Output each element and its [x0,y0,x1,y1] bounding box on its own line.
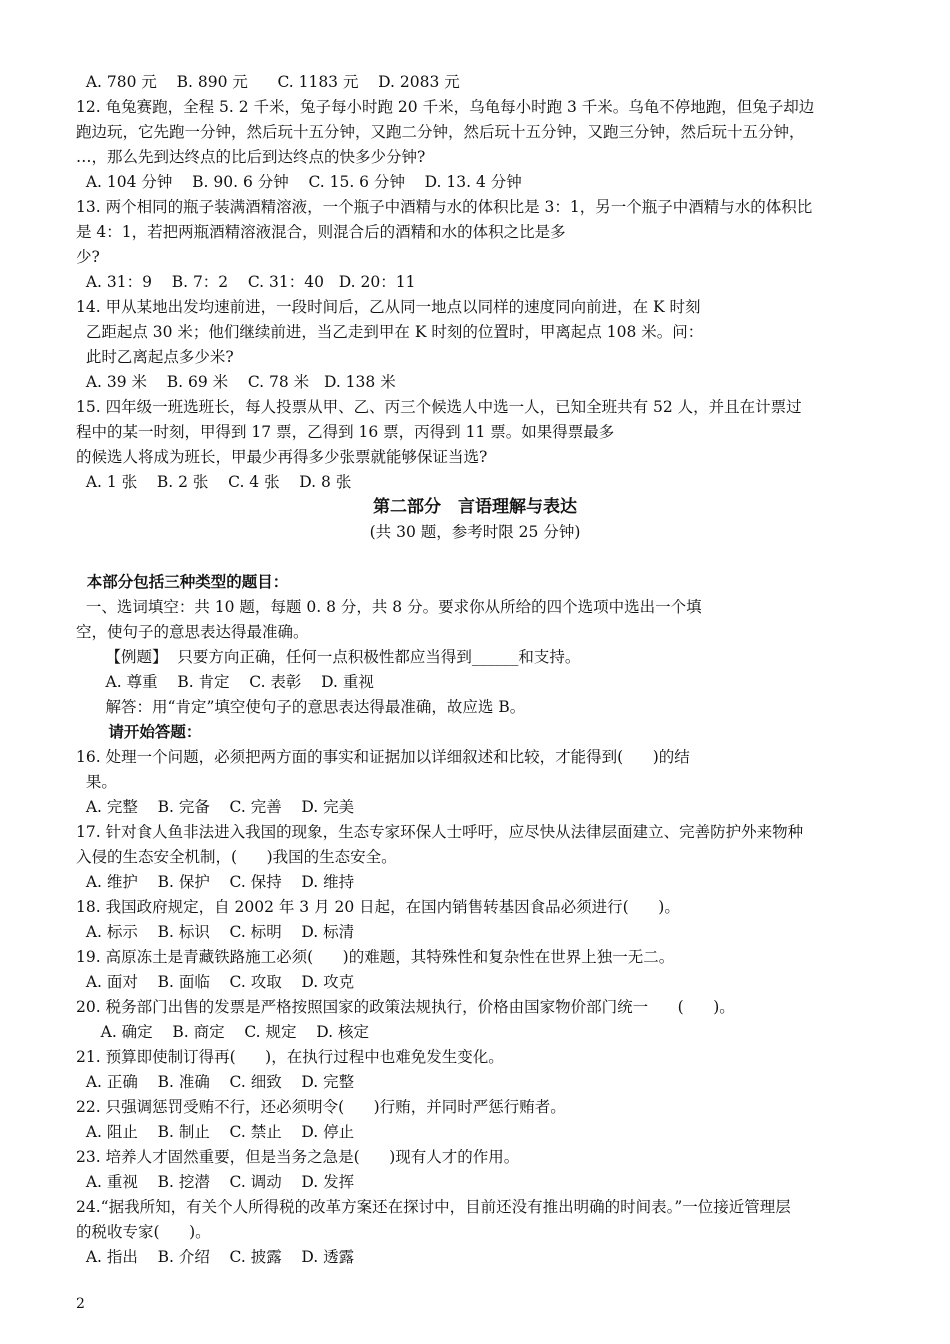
q19-text: 19. 高原冻土是青藏铁路施工必须( )的难题，其特殊性和复杂性在世界上独一无二。 [76,948,675,966]
q24-text-line-1: 24.“据我所知，有关个人所得税的改革方案还在探讨中，目前还没有推出明确的时间表。”一位接近管理层 [76,1198,791,1216]
page-number: 2 [76,1296,85,1312]
q13-text-line-1: 13. 两个相同的瓶子装满酒精溶液，一个瓶子中酒精与水的体积比是 3：1，另一个瓶子中酒精与水的体积比 [76,198,813,216]
q17-text-line-1: 17. 针对食人鱼非法进入我国的现象，生态专家环保人士呼吁，应尽快从法律层面建立、完善防护外来物种 [76,823,804,841]
q14-text-line-3: 此时乙离起点多少米? [76,348,234,366]
q23-options: A. 重视 B. 挖潜 C. 调动 D. 发挥 [76,1173,355,1191]
q13-text-line-3: 少? [76,248,100,266]
q12-text-line-3: …，那么先到达终点的比后到达终点的快多少分钟? [76,148,426,166]
q12-options: A. 104 分钟 B. 90. 6 分钟 C. 15. 6 分钟 D. 13. 4 分钟 [76,173,522,191]
q23-text: 23. 培养人才固然重要，但是当务之急是( )现有人才的作用。 [76,1148,520,1166]
q15-text-line-3: 的候选人将成为班长，甲最少再得多少张票就能够保证当选? [76,448,488,466]
q13-options: A. 31：9 B. 7：2 C. 31：40 D. 20：11 [76,273,416,291]
q24-text-line-2: 的税收专家( )。 [76,1223,211,1241]
q15-text-line-1: 15. 四年级一班选班长，每人投票从甲、乙、丙三个候选人中选一人，已知全班共有 52 人，并且在计票过 [76,398,802,416]
q20-text: 20. 税务部门出售的发票是严格按照国家的政策法规执行，价格由国家物价部门统一 ( )。 [76,998,735,1016]
q24-options: A. 指出 B. 介绍 C. 披露 D. 透露 [76,1248,355,1266]
q13-text-line-2: 是 4：1，若把两瓶酒精溶液混合，则混合后的酒精和水的体积之比是多 [76,223,566,241]
intro-line-1: 一、选词填空：共 10 题，每题 0. 8 分，共 8 分。要求你从所给的四个选项中选出一个填 [76,598,702,616]
q18-options: A. 标示 B. 标识 C. 标明 D. 标清 [76,923,355,941]
q14-options: A. 39 米 B. 69 米 C. 78 米 D. 138 米 [76,373,396,391]
q21-text: 21. 预算即使制订得再( )，在执行过程中也难免发生变化。 [76,1048,504,1066]
q11-options: A. 780 元 B. 890 元 C. 1183 元 D. 2083 元 [76,73,460,91]
section-title: 第二部分 言语理解与表达 [373,497,577,517]
q22-text: 22. 只强调惩罚受贿不行，还必须明令( )行贿，并同时严惩行贿者。 [76,1098,566,1116]
q14-text-line-1: 14. 甲从某地出发均速前进，一段时间后，乙从同一地点以同样的速度同向前进，在 K 时刻 [76,298,701,316]
q17-options: A. 维护 B. 保护 C. 保持 D. 维持 [76,873,355,891]
q19-options: A. 面对 B. 面临 C. 攻取 D. 攻克 [76,973,355,991]
q15-options: A. 1 张 B. 2 张 C. 4 张 D. 8 张 [76,473,352,491]
q14-text-line-2: 乙距起点 30 米；他们继续前进，当乙走到甲在 K 时刻的位置时，甲离起点 108 米。问： [76,323,704,341]
q12-text-line-1: 12. 龟兔赛跑，全程 5. 2 千米，兔子每小时跑 20 千米，乌龟每小时跑 3 千米。乌龟不停地跑，但兔子却边 [76,98,815,116]
intro-heading: 本部分包括三种类型的题目： [76,572,289,591]
q16-options: A. 完整 B. 完备 C. 完善 D. 完美 [76,798,355,816]
q12-text-line-2: 跑边玩，它先跑一分钟，然后玩十五分钟，又跑二分钟，然后玩十五分钟，又跑三分钟，然后玩十五分钟， [76,123,805,141]
q18-text: 18. 我国政府规定，自 2002 年 3 月 20 日起，在国内销售转基因食品必须进行( )。 [76,898,680,916]
q20-options: A. 确定 B. 商定 C. 规定 D. 核定 [76,1023,369,1041]
q15-text-line-2: 程中的某一时刻，甲得到 17 票，乙得到 16 票，丙得到 11 票。如果得票最多 [76,423,615,441]
example-question: 【例题】 只要方向正确，任何一点积极性都应当得到______和支持。 [76,648,581,666]
q22-options: A. 阻止 B. 制止 C. 禁止 D. 停止 [76,1123,355,1141]
example-options: A. 尊重 B. 肯定 C. 表彰 D. 重视 [76,673,374,691]
q17-text-line-2: 入侵的生态安全机制，( )我国的生态安全。 [76,848,397,866]
q16-text-line-1: 16. 处理一个问题，必须把两方面的事实和证据加以详细叙述和比较，才能得到( )的结 [76,748,690,766]
start-instruction: 请开始答题： [76,722,202,741]
example-answer: 解答：用“肯定”填空使句子的意思表达得最准确，故应选 B。 [76,698,526,716]
intro-line-2: 空，使句子的意思表达得最准确。 [76,623,309,641]
q21-options: A. 正确 B. 准确 C. 细致 D. 完整 [76,1073,355,1091]
q16-text-line-2: 果。 [76,773,117,791]
section-subtitle: (共 30 题，参考时限 25 分钟) [369,523,581,541]
